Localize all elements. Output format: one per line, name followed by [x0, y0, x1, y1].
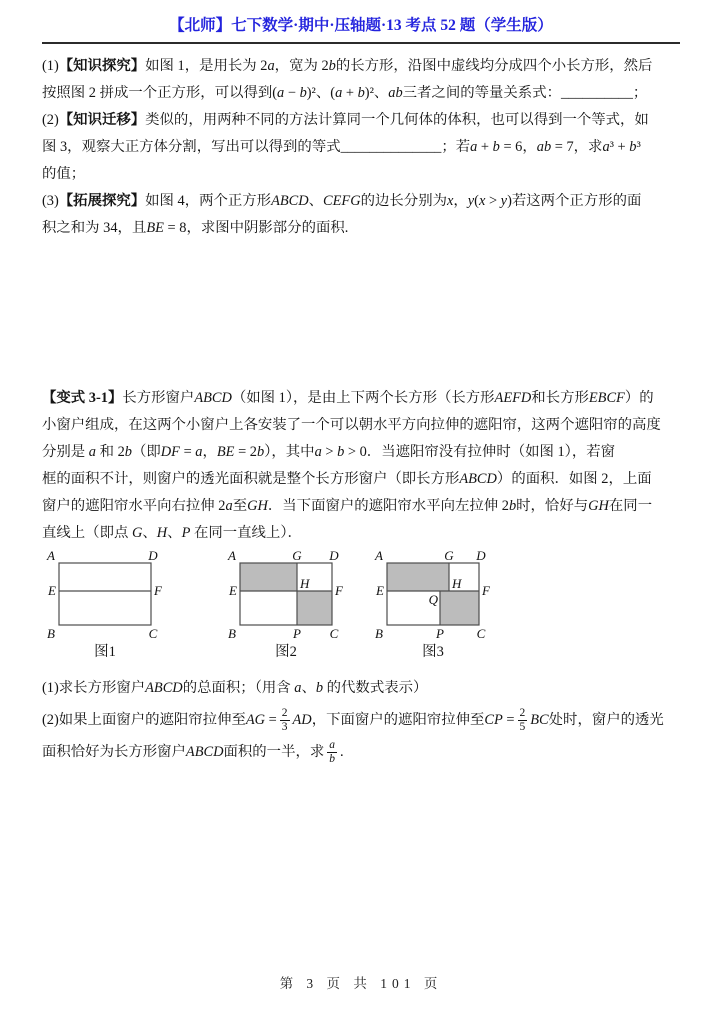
- q2-text-c: BC处时，窗户的透光: [530, 712, 664, 728]
- fig2-bottom-curtain-shade: [297, 591, 332, 625]
- problem3-text: 如图 4，两个正方形ABCD、CEFG的边长分别为x，y(x > y)若这两个正方形的面: [145, 193, 642, 209]
- figure-3-diagram: [367, 549, 499, 643]
- question-1: (1)求长方形窗户ABCD的总面积；（用含 a、b 的代数式表示）: [42, 680, 428, 696]
- problem2-line2: 图 3，观察大正方体分割，写出可以得到的等式______________；若a + b = 6，ab = 7，求a³ + b³: [42, 139, 641, 155]
- problem2-tag: 【知识迁移】: [58, 112, 146, 128]
- variant-text: 长方形窗户ABCD（如图 1），是由上下两个长方形（长方形AEFD和长方形EBCF）的: [122, 390, 654, 406]
- problem3-line2: 积之和为 34，且BE = 8，求图中阴影部分的面积.: [42, 220, 349, 236]
- variant-line1: [42, 385, 680, 412]
- problem1-text: 如图 1，是用长为 2a，宽为 2b的长方形，沿图中虚线均分成四个小长方形，然后: [145, 58, 653, 74]
- fig1-label-B: B: [47, 626, 55, 641]
- problem1-number: (1): [42, 58, 59, 74]
- fig3-label-P: P: [436, 626, 444, 641]
- fig3-label-B: B: [375, 626, 383, 641]
- fig3-label-A: A: [375, 549, 383, 563]
- problem2-text: 类似的，用两种不同的方法计算同一个几何体的体积，也可以得到一个等式，如: [145, 112, 649, 128]
- fig1-label-A: A: [47, 549, 55, 563]
- fig1-label-C: C: [148, 626, 158, 641]
- question-2-line1: [42, 702, 680, 739]
- fig3-label-C: C: [476, 626, 486, 641]
- fig1-label-E: E: [48, 583, 56, 598]
- problem2-number: (2): [42, 112, 59, 128]
- fig3-label-H: H: [452, 576, 462, 591]
- fig3-top-curtain-shade: [387, 563, 449, 591]
- fig1-window-outline: [59, 563, 151, 625]
- q2-text-b: AD，下面窗户的遮阳帘拉伸至CP =: [292, 712, 515, 728]
- figure-1: [39, 549, 171, 661]
- figure-3: [367, 549, 499, 661]
- problem2-line3: 的值；: [42, 166, 86, 182]
- variant-line2: 小窗户组成，在这两个小窗户上各安装了一个可以朝水平方向拉伸的遮阳帘，这两个遮阳帘的高度: [42, 417, 661, 433]
- fig3-label-F: F: [482, 583, 490, 598]
- figure-row: [42, 547, 680, 675]
- fig2-label-H: H: [300, 576, 310, 591]
- fig2-label-C: C: [329, 626, 339, 641]
- figure-2: [220, 549, 352, 661]
- problem3-tag: 【拓展探究】: [58, 193, 146, 209]
- variant-line5: 窗户的遮阳帘水平向右拉伸 2a至GH．当下面窗户的遮阳帘水平向左拉伸 2b时，恰好与GH在同一: [42, 498, 653, 514]
- fig1-label-D: D: [148, 549, 158, 563]
- fig2-label-P: P: [293, 626, 301, 641]
- fig2-label-E: E: [229, 583, 237, 598]
- figure-1-caption: 图1: [94, 644, 116, 660]
- problem3-line1: [42, 188, 680, 215]
- fraction-two-thirds: $\frac{2}{3}$: [281, 706, 288, 734]
- fig2-label-D: D: [329, 549, 339, 563]
- problem1-line2: 按照图 2 拼成一个正方形，可以得到(a − b)²、(a + b)²、ab三者之间的等量关系式：__________；: [42, 85, 648, 101]
- fraction-a-over-b: $\frac{a}{b}$: [329, 739, 335, 766]
- variant-line6: 直线上（即点 G、H、P 在同一直线上）．: [42, 525, 302, 541]
- page-title: 【北师】七下数学·期中·压轴题·13 考点 52 题（学生版）: [169, 17, 553, 34]
- fig3-label-Q: Q: [428, 592, 438, 607]
- problem1-line1: [42, 53, 680, 80]
- variant-line4: 框的面积不计，则窗户的透光面积就是整个长方形窗户（即长方形ABCD）的面积．如图 2，上面: [42, 471, 652, 487]
- problem1-tag: 【知识探究】: [58, 58, 146, 74]
- q2-text-e: .: [340, 744, 344, 761]
- fig3-bottom-curtain-shade: [440, 591, 479, 625]
- problem3-number: (3): [42, 193, 59, 209]
- problem2-line1: [42, 107, 680, 134]
- figure-2-diagram: [220, 549, 352, 643]
- q2-text-d: 面积恰好为长方形窗户ABCD面积的一半，求: [42, 744, 325, 761]
- figure-3-caption: 图3: [422, 644, 444, 660]
- question-2-line2: [42, 739, 680, 766]
- answer-blank-space: [42, 242, 680, 385]
- variant-tag: 【变式 3-1】: [42, 390, 123, 406]
- figure-2-caption: 图2: [275, 644, 297, 660]
- fig1-label-F: F: [154, 583, 162, 598]
- q2-text-a: (2)如果上面窗户的遮阳帘拉伸至AG =: [42, 712, 277, 728]
- page-number: 第 3 页 共 101 页: [279, 976, 443, 991]
- fig3-label-D: D: [476, 549, 486, 563]
- page-content: [0, 44, 722, 766]
- fig2-label-F: F: [335, 583, 343, 598]
- fig2-label-A: A: [228, 549, 236, 563]
- figure-1-diagram: [39, 549, 171, 643]
- fig3-label-E: E: [376, 583, 384, 598]
- fig2-top-curtain-shade: [240, 563, 297, 591]
- fig2-label-G: G: [292, 549, 302, 563]
- fig3-label-G: G: [444, 549, 454, 563]
- fraction-two-fifths: $\frac{2}{5}$: [519, 706, 526, 734]
- fig2-label-B: B: [228, 626, 236, 641]
- variant-line3: 分别是 a 和 2b（即DF = a，BE = 2b），其中a > b > 0．当遮阳帘没有拉伸时（如图 1），若窗: [42, 444, 616, 460]
